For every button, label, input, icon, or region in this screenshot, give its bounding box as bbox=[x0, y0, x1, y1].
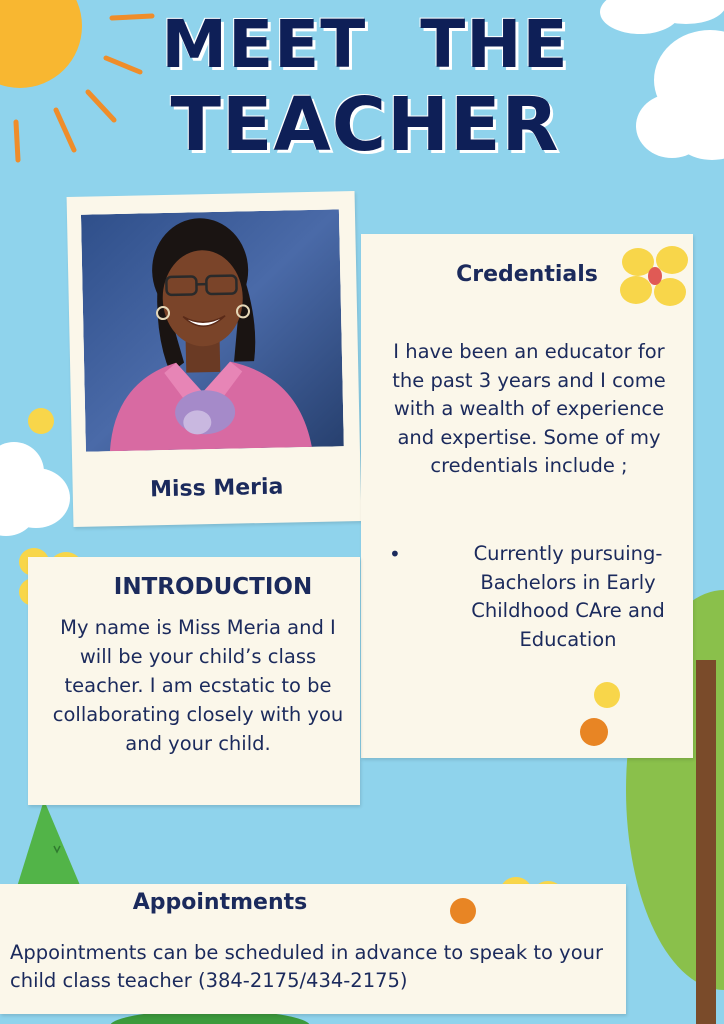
cloud-icon bbox=[0, 430, 80, 540]
introduction-text: My name is Miss Meria and I will be your child’s class teacher. I am ecstatic to be collaborating closely with you and your child. bbox=[52, 616, 344, 755]
page-title bbox=[130, 6, 600, 166]
credentials-card bbox=[361, 234, 693, 758]
credentials-text: I have been an educator for the past 3 years and I come with a wealth of experience and expertise. Some of my credentials include ; bbox=[392, 340, 666, 477]
bullet-icon: • bbox=[389, 542, 401, 566]
flower-icon bbox=[618, 244, 692, 308]
dot-icon bbox=[26, 406, 56, 436]
dot-icon bbox=[448, 896, 478, 926]
appointments-text: Appointments can be scheduled in advance to speak to your child class teacher (384-2175/434-2175) bbox=[10, 941, 604, 992]
appointments-heading: Appointments bbox=[132, 890, 308, 915]
pine-tree-icon bbox=[10, 800, 90, 890]
title-line-1: MEET THE bbox=[161, 6, 569, 83]
teacher-portrait-icon bbox=[81, 209, 344, 451]
teacher-photo bbox=[81, 209, 344, 451]
introduction-heading: INTRODUCTION bbox=[113, 574, 313, 600]
dot-icon bbox=[578, 716, 610, 748]
appointments-card bbox=[0, 884, 626, 1014]
teacher-name: Miss Meria bbox=[149, 474, 284, 503]
cloud-icon bbox=[632, 20, 724, 160]
teacher-photo-card bbox=[67, 191, 362, 527]
introduction-card bbox=[28, 557, 360, 805]
credentials-heading: Credentials bbox=[456, 262, 598, 287]
dot-icon bbox=[592, 680, 622, 710]
title-line-2: TEACHER bbox=[170, 82, 560, 168]
credentials-list-item: Currently pursuing- Bachelors in Early Childhood CAre and Education bbox=[471, 542, 665, 651]
